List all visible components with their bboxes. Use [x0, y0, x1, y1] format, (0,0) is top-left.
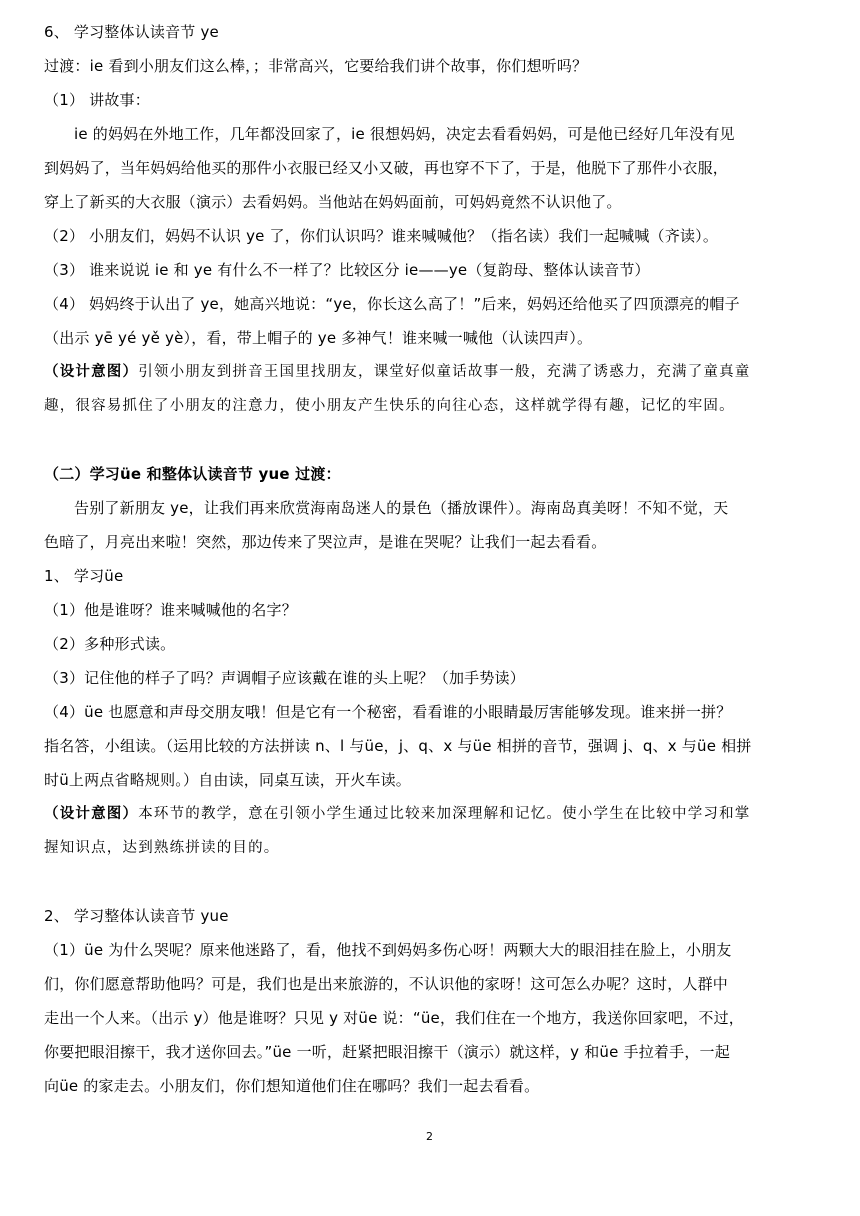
- paragraph-line: ie 的妈妈在外地工作，几年都没回家了，ie 很想妈妈，决定去看看妈妈，可是他已经好几年没有见: [74, 125, 735, 143]
- paragraph-line: 你要把眼泪擦干，我才送你回去。”üe 一听，赶紧把眼泪擦干（演示）就这样，y 和üe 手拉着手，一起: [44, 1043, 730, 1061]
- design-intent-line: （设计意图）引领小朋友到拼音王国里找朋友，课堂好似童话故事一般，充满了诱惑力，充满了童真童: [44, 364, 751, 380]
- design-intent-line: （设计意图）本环节的教学，意在引领小学生通过比较来加深理解和记忆。使小学生在比较中学习和掌: [44, 806, 751, 822]
- section-heading: （二）学习üe 和整体认读音节 yue 过渡：: [44, 465, 341, 483]
- paragraph-line: （2）多种形式读。: [44, 635, 176, 653]
- paragraph-line: 指名答，小组读。（运用比较的方法拼读 n、l 与üe，j、q、x 与üe 相拼的音节，强调 j、q、x 与üe 相拼: [44, 737, 752, 755]
- paragraph-line: 们，你们愿意帮助他吗？可是，我们也是出来旅游的，不认识他的家呀！这可怎么办呢？这时，人群中: [44, 975, 729, 993]
- paragraph-line: 到妈妈了，当年妈妈给他买的那件小衣服已经又小又破，再也穿不下了，于是，他脱下了那件小衣服，: [44, 159, 729, 177]
- paragraph-line: 走出一个人来。（出示 y）他是谁呀？只见 y 对üe 说：“üe，我们住在一个地方，我送你回家吧，不过，: [44, 1009, 744, 1027]
- heading-1: 1、 学习üe: [44, 567, 124, 585]
- heading-6: 6、 学习整体认读音节 ye: [44, 23, 219, 41]
- paragraph-line: （1）他是谁呀？谁来喊喊他的名字？: [44, 601, 297, 619]
- paragraph-line: 告别了新朋友 ye，让我们再来欣赏海南岛迷人的景色（播放课件）。海南岛真美呀！不知不觉，天: [74, 499, 729, 517]
- design-intent-label: （设计意图）: [44, 364, 139, 380]
- paragraph-line: 向üe 的家走去。小朋友们，你们想知道他们住在哪吗？我们一起去看看。: [44, 1077, 540, 1095]
- design-intent-line: 握知识点，达到熟练拼读的目的。: [44, 840, 280, 856]
- design-intent-label: （设计意图）: [44, 806, 139, 822]
- paragraph-line: 穿上了新买的大衣服（演示）去看妈妈。当他站在妈妈面前，可妈妈竟然不认识他了。: [44, 193, 622, 211]
- design-intent-line: 趣，很容易抓住了小朋友的注意力，使小朋友产生快乐的向往心态，这样就学得有趣，记忆的牢固。: [44, 398, 735, 414]
- paragraph-line: （4） 妈妈终于认出了 ye，她高兴地说：“ye，你长这么高了！”后来，妈妈还给他买了四顶漂亮的帽子: [44, 295, 740, 313]
- paragraph-line: （2） 小朋友们，妈妈不认识 ye 了，你们认识吗？谁来喊喊他？（指名读）我们一起喊喊（齐读）。: [44, 227, 719, 245]
- paragraph-line: （3） 谁来说说 ie 和 ye 有什么不一样了？比较区分 ie——ye（复韵母、整体认读音节）: [44, 261, 650, 279]
- paragraph-line: 时ü上两点省略规则。）自由读，同桌互读，开火车读。: [44, 771, 412, 789]
- heading-2: 2、 学习整体认读音节 yue: [44, 907, 229, 925]
- paragraph-line: （1） 讲故事：: [44, 91, 150, 109]
- paragraph-line: （1）üe 为什么哭呢？原来他迷路了，看，他找不到妈妈多伤心呀！两颗大大的眼泪挂在脸上，小朋友: [44, 941, 732, 959]
- paragraph-line: 过渡：ie 看到小朋友们这么棒，；非常高兴，它要给我们讲个故事，你们想听吗？: [44, 57, 588, 75]
- paragraph-line: （3）记住他的样子了吗？声调帽子应该戴在谁的头上呢？（加手势读）: [44, 669, 525, 687]
- paragraph-line: （出示 yē yé yě yè），看，带上帽子的 ye 多神气！谁来喊一喊他（认读四声）。: [44, 329, 593, 347]
- paragraph-line: （4）üe 也愿意和声母交朋友哦！但是它有一个秘密，看看谁的小眼睛最厉害能够发现。谁来拼一拼？: [44, 703, 732, 721]
- paragraph-line: 色暗了，月亮出来啦！突然，那边传来了哭泣声，是谁在哭呢？让我们一起去看看。: [44, 533, 607, 551]
- page-number: 2: [426, 1130, 433, 1143]
